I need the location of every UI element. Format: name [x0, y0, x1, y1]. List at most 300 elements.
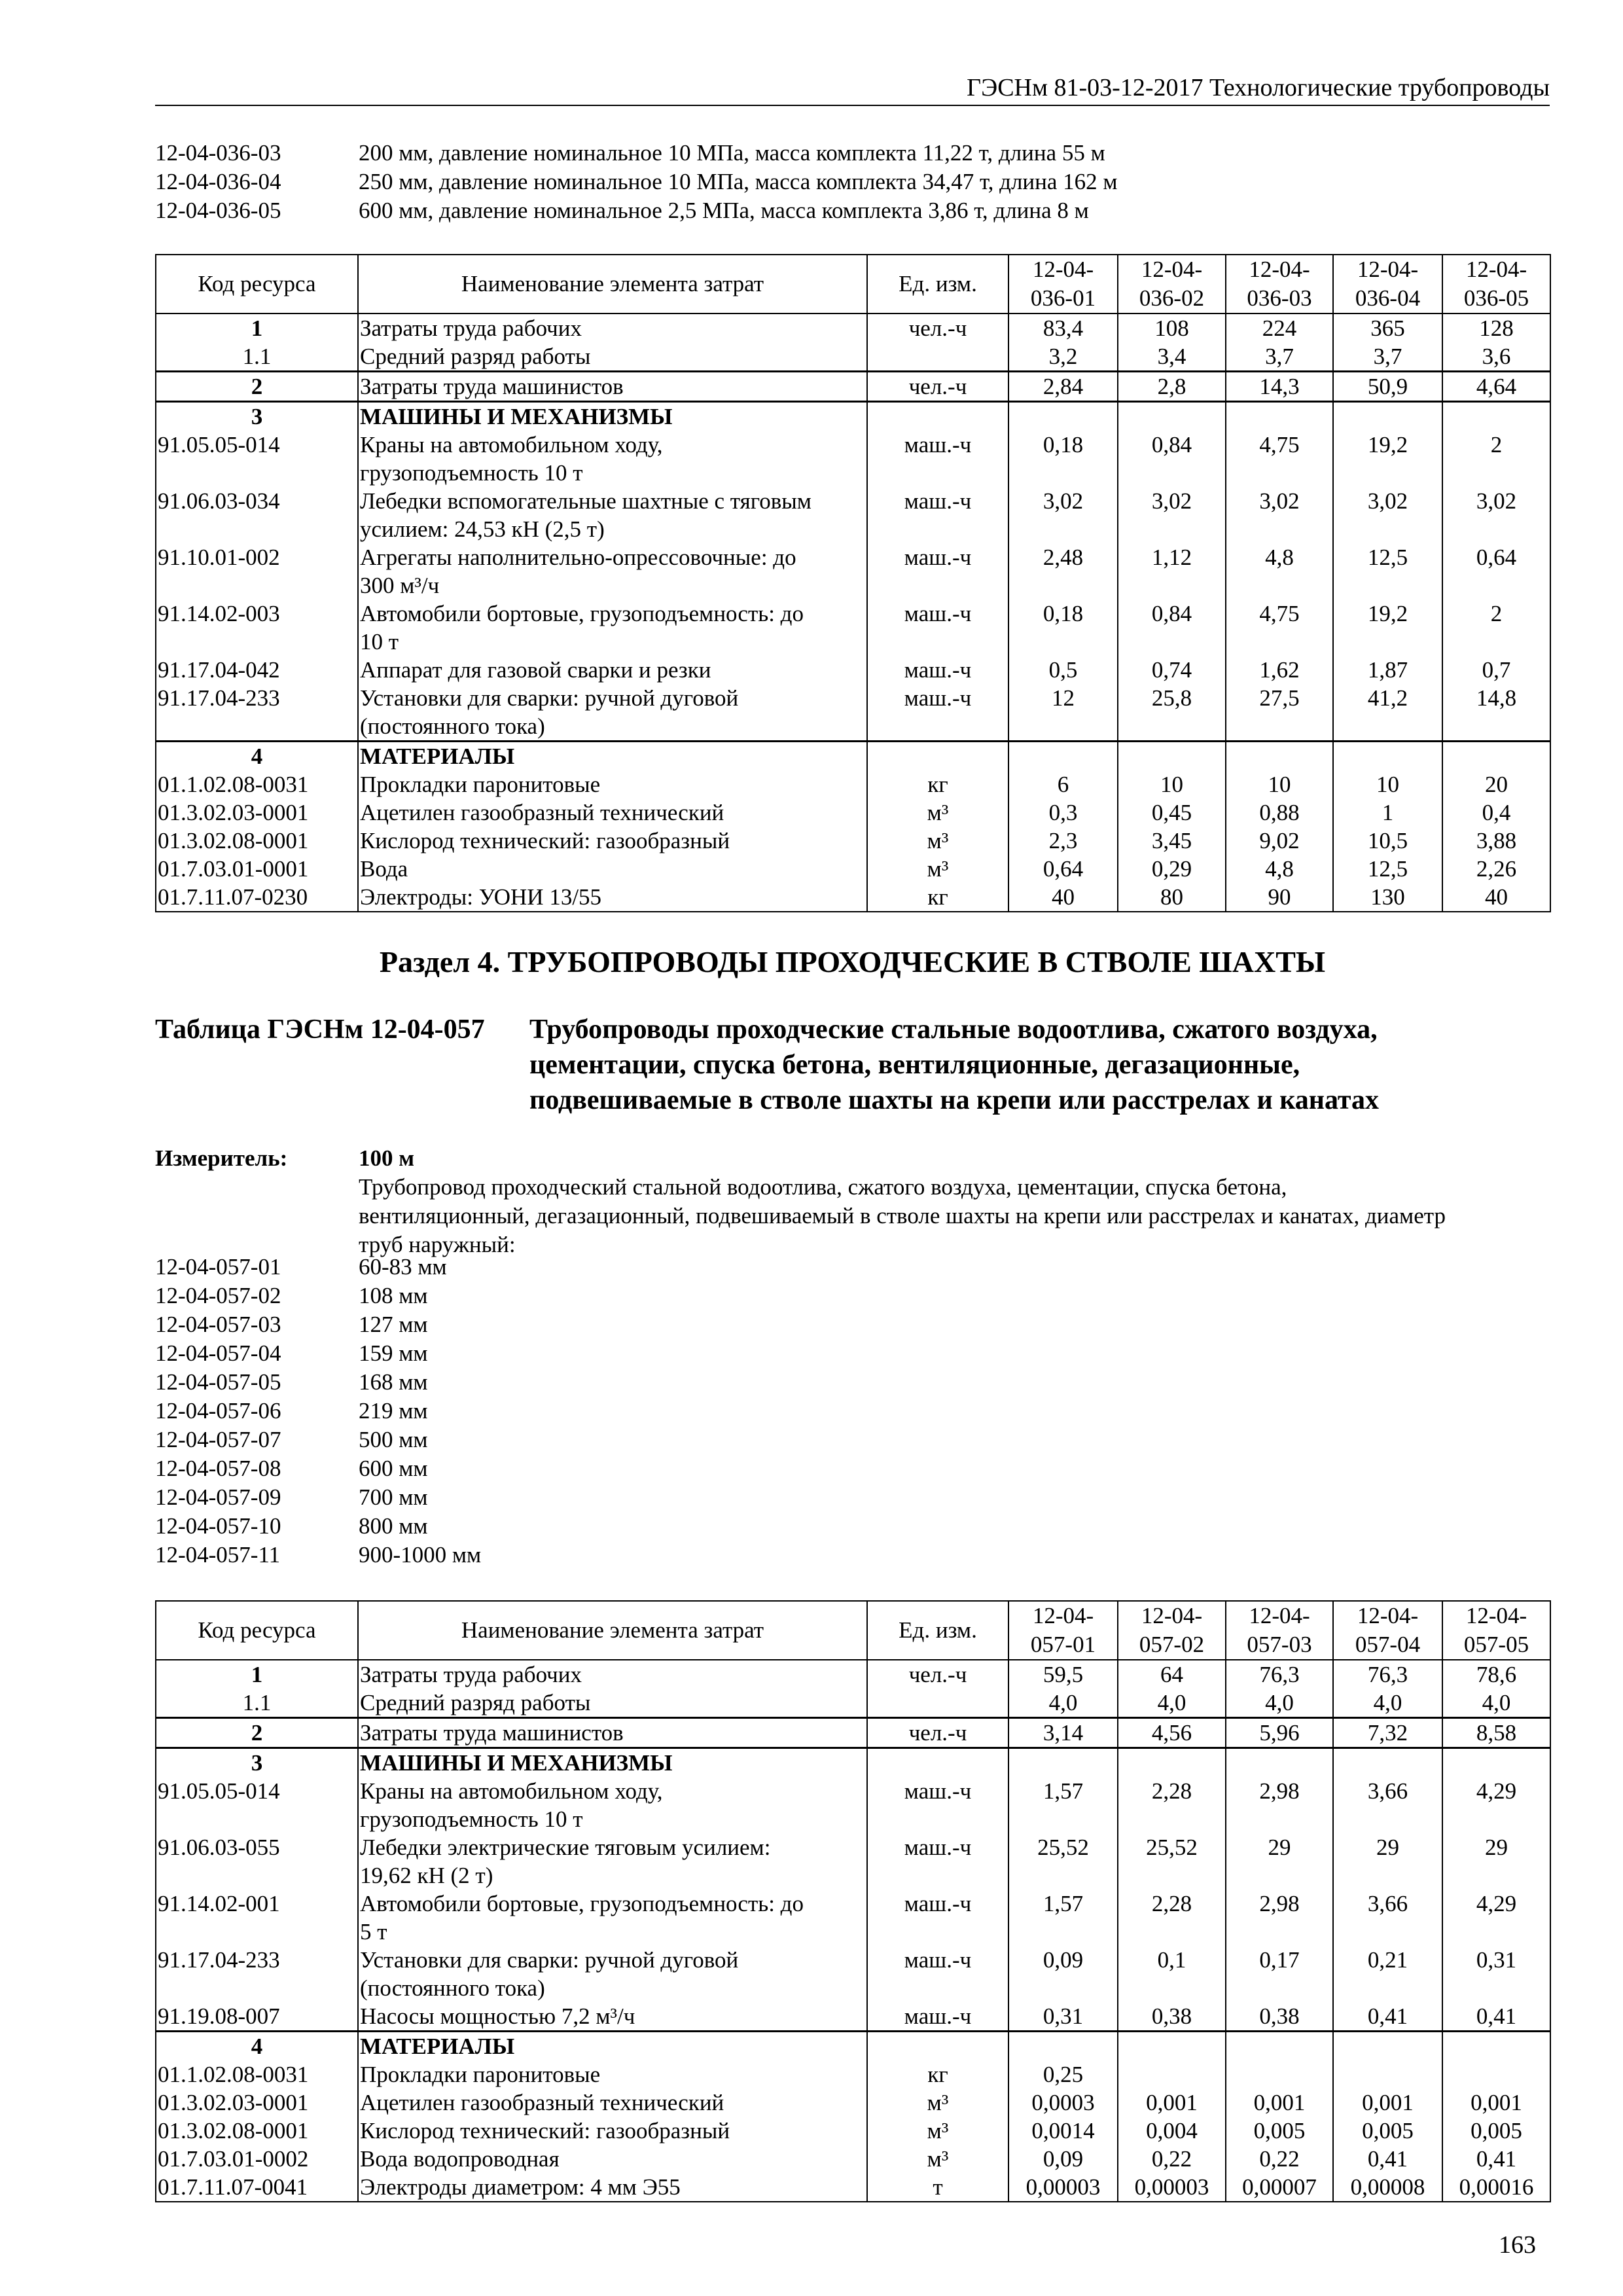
- resource-code: 01.7.03.01-0002: [156, 2145, 358, 2173]
- cost-element-name: Насосы мощностью 7,2 м³/ч: [358, 2002, 867, 2032]
- value-cell: 4,0: [1442, 1689, 1550, 1718]
- cost-element-name: Ацетилен газообразный технический: [358, 2089, 867, 2117]
- cost-element-name: Вода: [358, 855, 867, 883]
- value-cell: [1118, 742, 1226, 771]
- item-code: 12-04-057-10: [155, 1513, 281, 1539]
- value-cell: 10: [1333, 770, 1442, 798]
- measure-block: [155, 1144, 1556, 1259]
- value-cell: 0,001: [1226, 2089, 1333, 2117]
- column-header: 12-04- 057-04: [1333, 1601, 1442, 1660]
- table-row: [156, 770, 1550, 798]
- value-cell: 0,005: [1226, 2117, 1333, 2145]
- resource-code: 91.10.01-002: [156, 543, 358, 600]
- table-row: [156, 342, 1550, 372]
- table-row: [156, 543, 1550, 600]
- value-cell: 0,38: [1226, 2002, 1333, 2032]
- item-code: 12-04-057-06: [155, 1398, 281, 1424]
- column-header: Код ресурса: [156, 255, 358, 314]
- value-cell: 0,38: [1118, 2002, 1226, 2032]
- value-cell: 4,0: [1118, 1689, 1226, 1718]
- value-cell: 0,22: [1118, 2145, 1226, 2173]
- list-item: [155, 1397, 481, 1426]
- value-cell: 0,25: [1008, 2060, 1118, 2089]
- unit: чел.-ч: [867, 1718, 1008, 1748]
- value-cell: 2,8: [1118, 372, 1226, 402]
- table-row: [156, 2032, 1550, 2061]
- value-cell: [1333, 742, 1442, 771]
- item-text: 108 мм: [359, 1283, 428, 1308]
- list-item: [155, 1282, 481, 1310]
- table-row: [156, 487, 1550, 543]
- value-cell: 7,32: [1333, 1718, 1442, 1748]
- value-cell: [1008, 402, 1118, 431]
- list-item: [155, 1368, 481, 1397]
- table-row: [156, 431, 1550, 487]
- value-cell: 0,001: [1118, 2089, 1226, 2117]
- column-header: 12-04- 057-05: [1442, 1601, 1550, 1660]
- column-header: 12-04- 036-01: [1008, 255, 1118, 314]
- value-cell: 0,00008: [1333, 2173, 1442, 2202]
- value-cell: [1442, 2032, 1550, 2061]
- table-row: [156, 2089, 1550, 2117]
- running-header: ГЭСНм 81-03-12-2017 Технологические трубопроводы: [155, 73, 1550, 106]
- item-code: 12-04-057-01: [155, 1254, 281, 1280]
- table-row: [156, 855, 1550, 883]
- column-header: 12-04- 036-02: [1118, 255, 1226, 314]
- item-code: 12-04-036-04: [155, 169, 281, 194]
- table-row: [156, 372, 1550, 402]
- value-cell: 1,12: [1118, 543, 1226, 600]
- value-cell: 2,26: [1442, 855, 1550, 883]
- header-row: [156, 1601, 1550, 1660]
- column-header: 12-04- 057-01: [1008, 1601, 1118, 1660]
- cost-element-name: Средний разряд работы: [358, 342, 867, 372]
- resource-code: 01.3.02.03-0001: [156, 2089, 358, 2117]
- resource-code: 3: [156, 1748, 358, 1778]
- value-cell: 3,02: [1226, 487, 1333, 543]
- value-cell: 6: [1008, 770, 1118, 798]
- top-code-list: [155, 139, 1118, 225]
- unit: маш.-ч: [867, 487, 1008, 543]
- value-cell: 0,1: [1118, 1946, 1226, 2002]
- value-cell: 12,5: [1333, 543, 1442, 600]
- cost-element-name: Средний разряд работы: [358, 1689, 867, 1718]
- value-cell: [1008, 2032, 1118, 2061]
- column-header: Наименование элемента затрат: [358, 1601, 867, 1660]
- table-row: [156, 1890, 1550, 1946]
- unit: кг: [867, 883, 1008, 912]
- item-text: 250 мм, давление номинальное 10 МПа, масса комплекта 34,47 т, длина 162 м: [359, 169, 1118, 194]
- value-cell: 0,41: [1442, 2002, 1550, 2032]
- column-header: Ед. изм.: [867, 1601, 1008, 1660]
- table-row: [156, 2173, 1550, 2202]
- value-cell: 3,66: [1333, 1890, 1442, 1946]
- resource-code: 1.1: [156, 1689, 358, 1718]
- table-row: [156, 883, 1550, 912]
- cost-element-name: Кислород технический: газообразный: [358, 2117, 867, 2145]
- resource-code: 01.3.02.08-0001: [156, 2117, 358, 2145]
- cost-element-name: МАШИНЫ И МЕХАНИЗМЫ: [358, 1748, 867, 1778]
- value-cell: 41,2: [1333, 684, 1442, 742]
- item-code: 12-04-057-08: [155, 1456, 281, 1481]
- measure-label: Измеритель:: [155, 1145, 288, 1171]
- unit: м³: [867, 798, 1008, 827]
- value-cell: 14,8: [1442, 684, 1550, 742]
- resource-code: 91.14.02-001: [156, 1890, 358, 1946]
- resource-code: 01.7.11.07-0041: [156, 2173, 358, 2202]
- item-text: 800 мм: [359, 1513, 428, 1539]
- cost-element-name: Краны на автомобильном ходу, грузоподъемность 10 т: [358, 431, 867, 487]
- cost-element-name: Затраты труда рабочих: [358, 1660, 867, 1689]
- value-cell: 14,3: [1226, 372, 1333, 402]
- value-cell: [1333, 402, 1442, 431]
- column-header: 12-04- 036-03: [1226, 255, 1333, 314]
- value-cell: 0,41: [1333, 2002, 1442, 2032]
- value-cell: 3,2: [1008, 342, 1118, 372]
- cost-element-name: Кислород технический: газообразный: [358, 827, 867, 855]
- value-cell: 19,2: [1333, 431, 1442, 487]
- item-text: 127 мм: [359, 1312, 428, 1337]
- value-cell: 4,75: [1226, 600, 1333, 656]
- item-code: 12-04-057-09: [155, 1484, 281, 1510]
- value-cell: 0,001: [1442, 2089, 1550, 2117]
- value-cell: 0,41: [1442, 2145, 1550, 2173]
- unit: м³: [867, 827, 1008, 855]
- unit: [867, 342, 1008, 372]
- value-cell: 0,00003: [1008, 2173, 1118, 2202]
- table-row: [156, 742, 1550, 771]
- value-cell: 9,02: [1226, 827, 1333, 855]
- value-cell: 0,00007: [1226, 2173, 1333, 2202]
- resource-code: 4: [156, 742, 358, 771]
- value-cell: 19,2: [1333, 600, 1442, 656]
- value-cell: 4,56: [1118, 1718, 1226, 1748]
- value-cell: 0,74: [1118, 656, 1226, 684]
- unit: чел.-ч: [867, 314, 1008, 342]
- value-cell: [1226, 1748, 1333, 1778]
- resource-code: 91.17.04-233: [156, 1946, 358, 2002]
- value-cell: 50,9: [1333, 372, 1442, 402]
- value-cell: 4,8: [1226, 543, 1333, 600]
- value-cell: 25,52: [1118, 1833, 1226, 1890]
- list-item: [155, 1512, 481, 1541]
- measure-value: 100 м: [359, 1145, 415, 1171]
- unit: маш.-ч: [867, 1890, 1008, 1946]
- value-cell: 29: [1333, 1833, 1442, 1890]
- value-cell: [1333, 2032, 1442, 2061]
- resource-code: 91.14.02-003: [156, 600, 358, 656]
- value-cell: 29: [1442, 1833, 1550, 1890]
- cost-element-name: Затраты труда рабочих: [358, 314, 867, 342]
- cost-element-name: Прокладки паронитовые: [358, 770, 867, 798]
- item-text: 900-1000 мм: [359, 1542, 482, 1568]
- column-header: Наименование элемента затрат: [358, 255, 867, 314]
- value-cell: 40: [1442, 883, 1550, 912]
- item-code: 12-04-057-07: [155, 1427, 281, 1452]
- value-cell: 12: [1008, 684, 1118, 742]
- item-text: 219 мм: [359, 1398, 428, 1424]
- value-cell: 25,52: [1008, 1833, 1118, 1890]
- cost-element-name: Агрегаты наполнительно-опрессовочные: до 300 м³/ч: [358, 543, 867, 600]
- resource-code: 91.19.08-007: [156, 2002, 358, 2032]
- measure-description: Трубопровод проходческий стальной водоотлива, сжатого воздуха, цементации, спуска бетона, вентиляционный, дегазационный, подвешиваемый в стволе шахты на крепи или расстрелах и канатах, диаметр труб наружный:: [359, 1174, 1446, 1257]
- value-cell: 27,5: [1226, 684, 1333, 742]
- value-cell: 2,84: [1008, 372, 1118, 402]
- value-cell: [1226, 742, 1333, 771]
- resource-code: 01.1.02.08-0031: [156, 2060, 358, 2089]
- value-cell: 20: [1442, 770, 1550, 798]
- value-cell: [1226, 2060, 1333, 2089]
- value-cell: 76,3: [1226, 1660, 1333, 1689]
- cost-element-name: Электроды диаметром: 4 мм Э55: [358, 2173, 867, 2202]
- value-cell: 0,00016: [1442, 2173, 1550, 2202]
- resource-code: 01.3.02.08-0001: [156, 827, 358, 855]
- value-cell: 1,87: [1333, 656, 1442, 684]
- item-code: 12-04-036-03: [155, 140, 281, 166]
- table-row: [156, 314, 1550, 342]
- value-cell: 0,18: [1008, 600, 1118, 656]
- value-cell: 0,00003: [1118, 2173, 1226, 2202]
- value-cell: 0,31: [1442, 1946, 1550, 2002]
- cost-element-name: МАТЕРИАЛЫ: [358, 742, 867, 771]
- cost-element-name: МАШИНЫ И МЕХАНИЗМЫ: [358, 402, 867, 431]
- list-item: [155, 1483, 481, 1512]
- value-cell: 0,88: [1226, 798, 1333, 827]
- value-cell: 0,31: [1008, 2002, 1118, 2032]
- value-cell: 3,4: [1118, 342, 1226, 372]
- unit: [867, 1748, 1008, 1778]
- value-cell: 0,0003: [1008, 2089, 1118, 2117]
- item-code: 12-04-057-02: [155, 1283, 281, 1308]
- resource-code: 2: [156, 1718, 358, 1748]
- unit: маш.-ч: [867, 543, 1008, 600]
- cost-element-name: Затраты труда машинистов: [358, 1718, 867, 1748]
- unit: м³: [867, 2089, 1008, 2117]
- section-title: Раздел 4. ТРУБОПРОВОДЫ ПРОХОДЧЕСКИЕ В СТВОЛЕ ШАХТЫ: [379, 945, 1326, 978]
- unit: маш.-ч: [867, 600, 1008, 656]
- cost-element-name: Краны на автомобильном ходу, грузоподъемность 10 т: [358, 1777, 867, 1833]
- cost-element-name: МАТЕРИАЛЫ: [358, 2032, 867, 2061]
- value-cell: 4,64: [1442, 372, 1550, 402]
- value-cell: 0,09: [1008, 1946, 1118, 2002]
- table-row: [156, 798, 1550, 827]
- diameter-code-list: [155, 1253, 481, 1570]
- value-cell: 90: [1226, 883, 1333, 912]
- table-row: [156, 1660, 1550, 1689]
- cost-element-name: Электроды: УОНИ 13/55: [358, 883, 867, 912]
- table-row: [156, 2145, 1550, 2173]
- item-code: 12-04-057-11: [155, 1542, 281, 1568]
- value-cell: 0,45: [1118, 798, 1226, 827]
- unit: маш.-ч: [867, 1946, 1008, 2002]
- resource-code: 91.17.04-233: [156, 684, 358, 742]
- value-cell: 0,005: [1333, 2117, 1442, 2145]
- list-item: [155, 1541, 481, 1570]
- item-text: 60-83 мм: [359, 1254, 447, 1280]
- value-cell: 0,41: [1333, 2145, 1442, 2173]
- value-cell: 0,84: [1118, 431, 1226, 487]
- value-cell: 10,5: [1333, 827, 1442, 855]
- value-cell: 8,58: [1442, 1718, 1550, 1748]
- table-row: [156, 402, 1550, 431]
- table-title: Трубопроводы проходческие стальные водоотлива, сжатого воздуха, цементации, спуска бетона, вентиляционные, дегазационные, подвешиваемые в стволе шахты на крепи или расстрелах и канатах: [529, 1014, 1380, 1115]
- table-row: [156, 1718, 1550, 1748]
- value-cell: 0,7: [1442, 656, 1550, 684]
- value-cell: 0,3: [1008, 798, 1118, 827]
- unit: [867, 402, 1008, 431]
- resource-code: 91.06.03-055: [156, 1833, 358, 1890]
- value-cell: 64: [1118, 1660, 1226, 1689]
- item-text: 600 мм: [359, 1456, 428, 1481]
- resource-code: 91.06.03-034: [156, 487, 358, 543]
- value-cell: 76,3: [1333, 1660, 1442, 1689]
- value-cell: 2,28: [1118, 1777, 1226, 1833]
- value-cell: [1118, 2060, 1226, 2089]
- column-header: 12-04- 036-05: [1442, 255, 1550, 314]
- unit: маш.-ч: [867, 1777, 1008, 1833]
- table-row: [156, 827, 1550, 855]
- value-cell: 3,14: [1008, 1718, 1118, 1748]
- item-code: 12-04-036-05: [155, 198, 281, 223]
- value-cell: 0,5: [1008, 656, 1118, 684]
- value-cell: [1442, 742, 1550, 771]
- list-item: [155, 1339, 481, 1368]
- unit: чел.-ч: [867, 1660, 1008, 1689]
- item-text: 200 мм, давление номинальное 10 МПа, масса комплекта 11,22 т, длина 55 м: [359, 140, 1105, 166]
- cost-element-name: Лебедки вспомогательные шахтные с тяговым усилием: 24,53 кН (2,5 т): [358, 487, 867, 543]
- page-number: 163: [1499, 2231, 1536, 2259]
- value-cell: 4,75: [1226, 431, 1333, 487]
- value-cell: 1,57: [1008, 1890, 1118, 1946]
- value-cell: 0,64: [1008, 855, 1118, 883]
- resource-code: 91.05.05-014: [156, 431, 358, 487]
- cost-element-name: Автомобили бортовые, грузоподъемность: до 10 т: [358, 600, 867, 656]
- cost-element-name: Прокладки паронитовые: [358, 2060, 867, 2089]
- value-cell: 0,004: [1118, 2117, 1226, 2145]
- value-cell: [1118, 1748, 1226, 1778]
- value-cell: [1118, 2032, 1226, 2061]
- table-row: [156, 1833, 1550, 1890]
- table-row: [156, 600, 1550, 656]
- value-cell: 2: [1442, 431, 1550, 487]
- value-cell: 2,48: [1008, 543, 1118, 600]
- value-cell: [1442, 1748, 1550, 1778]
- value-cell: 5,96: [1226, 1718, 1333, 1748]
- unit: кг: [867, 2060, 1008, 2089]
- list-item: [155, 1454, 481, 1483]
- column-header: 12-04- 057-03: [1226, 1601, 1333, 1660]
- table-row: [156, 684, 1550, 742]
- column-header: Ед. изм.: [867, 255, 1008, 314]
- unit: [867, 742, 1008, 771]
- value-cell: [1118, 402, 1226, 431]
- value-cell: 10: [1226, 770, 1333, 798]
- resource-code: 3: [156, 402, 358, 431]
- value-cell: 0,0014: [1008, 2117, 1118, 2145]
- value-cell: [1226, 402, 1333, 431]
- resource-code: 1: [156, 314, 358, 342]
- value-cell: 0,84: [1118, 600, 1226, 656]
- table-row: [156, 2060, 1550, 2089]
- value-cell: 128: [1442, 314, 1550, 342]
- value-cell: 4,29: [1442, 1890, 1550, 1946]
- value-cell: [1008, 1748, 1118, 1778]
- item-code: 12-04-057-03: [155, 1312, 281, 1337]
- cost-element-name: Затраты труда машинистов: [358, 372, 867, 402]
- item-text: 168 мм: [359, 1369, 428, 1395]
- value-cell: 0,4: [1442, 798, 1550, 827]
- list-item: [155, 139, 1118, 168]
- list-item: [155, 168, 1118, 196]
- value-cell: 1,62: [1226, 656, 1333, 684]
- value-cell: 3,02: [1008, 487, 1118, 543]
- resource-code: 1: [156, 1660, 358, 1689]
- table-row: [156, 2117, 1550, 2145]
- unit: кг: [867, 770, 1008, 798]
- value-cell: 0,005: [1442, 2117, 1550, 2145]
- item-text: 500 мм: [359, 1427, 428, 1452]
- value-cell: 2,98: [1226, 1890, 1333, 1946]
- cost-element-name: Автомобили бортовые, грузоподъемность: до 5 т: [358, 1890, 867, 1946]
- list-item: [155, 196, 1118, 225]
- value-cell: [1226, 2032, 1333, 2061]
- resource-code: 01.1.02.08-0031: [156, 770, 358, 798]
- header-row: [156, 255, 1550, 314]
- value-cell: 130: [1333, 883, 1442, 912]
- table-row: [156, 1777, 1550, 1833]
- value-cell: [1442, 2060, 1550, 2089]
- value-cell: 108: [1118, 314, 1226, 342]
- table-row: [156, 656, 1550, 684]
- value-cell: 4,0: [1008, 1689, 1118, 1718]
- value-cell: 2: [1442, 600, 1550, 656]
- cost-element-name: Установки для сварки: ручной дуговой (постоянного тока): [358, 684, 867, 742]
- value-cell: 40: [1008, 883, 1118, 912]
- item-text: 159 мм: [359, 1340, 428, 1366]
- value-cell: 2,3: [1008, 827, 1118, 855]
- resource-code: 4: [156, 2032, 358, 2061]
- table-row: [156, 1748, 1550, 1778]
- resource-code: 91.17.04-042: [156, 656, 358, 684]
- item-text: 600 мм, давление номинальное 2,5 МПа, масса комплекта 3,86 т, длина 8 м: [359, 198, 1089, 223]
- table-row: [156, 1689, 1550, 1718]
- resource-code: 01.3.02.03-0001: [156, 798, 358, 827]
- unit: м³: [867, 855, 1008, 883]
- value-cell: 365: [1333, 314, 1442, 342]
- unit: маш.-ч: [867, 684, 1008, 742]
- list-item: [155, 1426, 481, 1454]
- value-cell: 1,57: [1008, 1777, 1118, 1833]
- item-code: 12-04-057-04: [155, 1340, 281, 1366]
- value-cell: 78,6: [1442, 1660, 1550, 1689]
- resource-code: 91.05.05-014: [156, 1777, 358, 1833]
- value-cell: 3,88: [1442, 827, 1550, 855]
- value-cell: 2,98: [1226, 1777, 1333, 1833]
- cost-element-name: Лебедки электрические тяговым усилием: 19,62 кН (2 т): [358, 1833, 867, 1890]
- value-cell: 0,18: [1008, 431, 1118, 487]
- value-cell: 29: [1226, 1833, 1333, 1890]
- value-cell: 80: [1118, 883, 1226, 912]
- resource-code: 01.7.03.01-0001: [156, 855, 358, 883]
- list-item: [155, 1253, 481, 1282]
- item-text: 700 мм: [359, 1484, 428, 1510]
- resource-table-057: [155, 1600, 1551, 2202]
- table-label: Таблица ГЭСНм 12-04-057: [155, 1014, 485, 1045]
- value-cell: 3,45: [1118, 827, 1226, 855]
- value-cell: 2,28: [1118, 1890, 1226, 1946]
- value-cell: 12,5: [1333, 855, 1442, 883]
- value-cell: [1008, 742, 1118, 771]
